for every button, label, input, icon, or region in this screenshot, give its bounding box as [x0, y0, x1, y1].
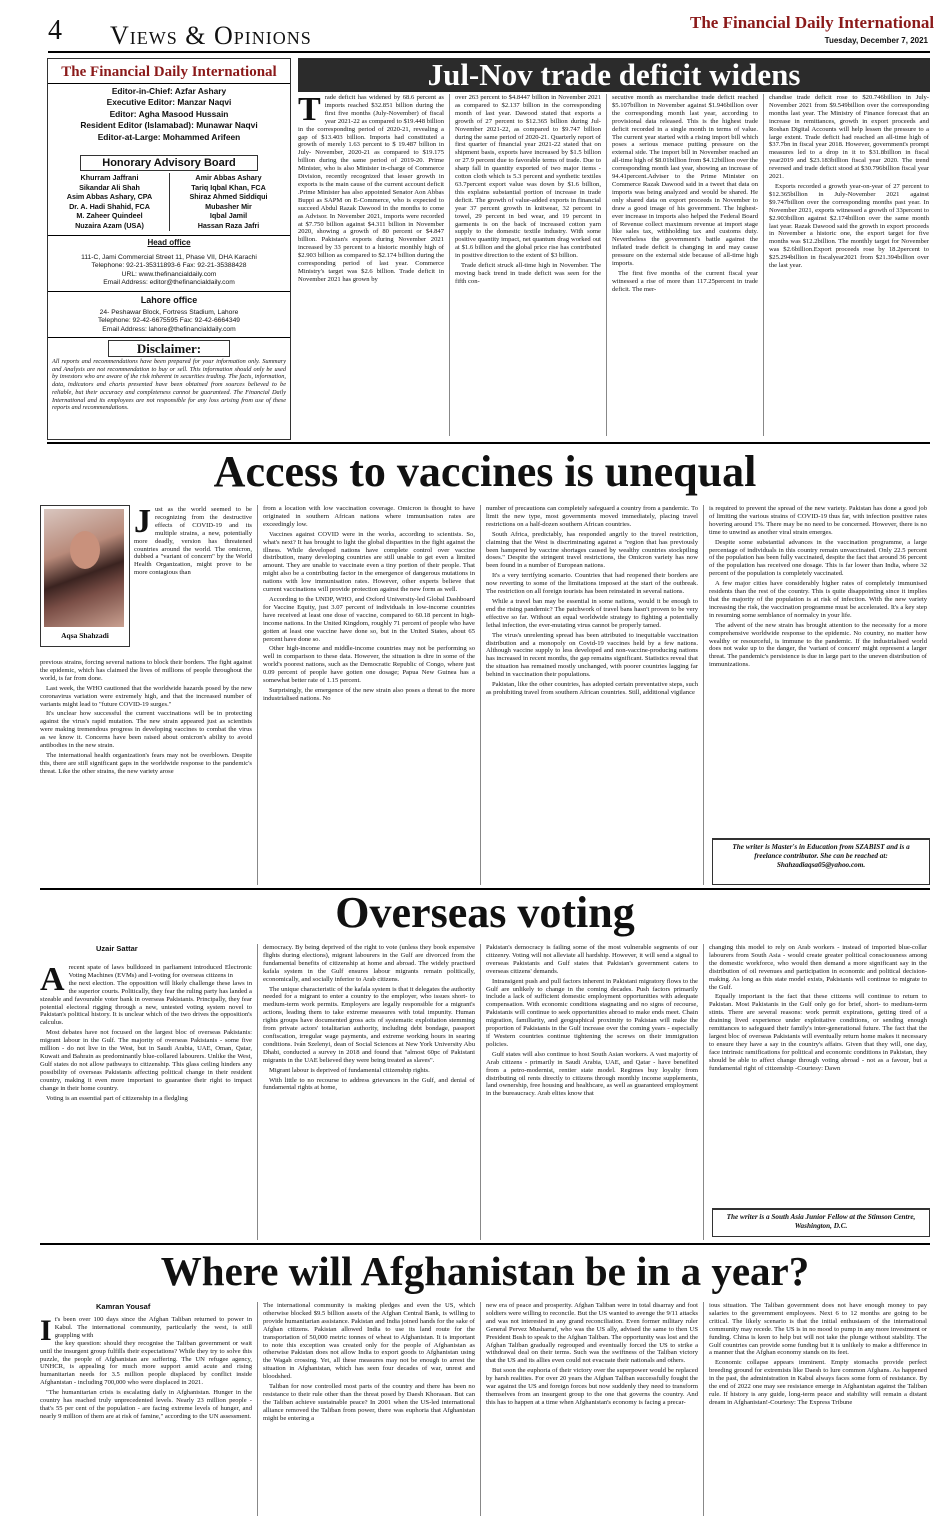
- address-line: 24- Peshawar Block, Fortress Stadium, Lahore: [99, 309, 239, 316]
- article3-column-1: [40, 964, 252, 1240]
- article1-col2-p1: over 263 percent to $4.8447 billion in November 2021 as compared to $2.137 billion in the corresponding month of last year. Dawood stated that exports a growth of 27 percent to $12.365 billion during Jul-November 2021-22, as compared to $9.747 billion during the same period of 2020-21. Quarterly report of first quarter of financial year 2021-22 stated that on shipment basis, exports have increased by $1.5 billion or 27.9 percent due to favorable terms of trade. Due to sharp fall in quantity exported of two major items - cotton cloth which is 5.3 percent and synthetic textiles 63.7percent export value was down by $1.6 billion, this explains substantial portion of increase in trade deficit. The growth of value-added exports in financial year 37 percent growth in knitwear, 32 percent in towel, 29 percent in bed wear, and 19 percent in garments is on the back of increased cotton yarn supply to the domestic textile industry. With some positive quantity impact, net quantum drag worked out at $1.6 billion and the global price rise has contributed in positive direction to the extent of $3 billion.: [455, 94, 601, 260]
- article3-col3-p2: Intransigent push and pull factors inherent in Pakistani migratory flows to the Gulf are unlikely to change in the coming decades. Push factors primarily include a lack of sufficient domestic employment opportunities with adequate compensation. With economic conditions stagnating and no signs of recourse, Pakistanis will continue to seek opportunities abroad to make ends meet. Chain migration, familiarity, and geographical proximity to Pakistan will make the proportion of Pakistanis in the Gulf increase over the coming years - especially if Western countries continue tightening the screws on their immigration policies.: [486, 977, 698, 1048]
- article2-col2-p4: Other high-income and middle-income countries may not be performing so well in comparison to these data. However, the situation is dire in some of the world's poorest nations, such as the Democratic Republic of Congo, where just 0.09 percent of people have gotten one dosage; Papua New Guinea has a somewhat better rate of 1.15 percent.: [263, 645, 475, 685]
- article3-dropcap: A: [40, 964, 65, 998]
- advisor-name: Asim Abbas Ashary, CPA: [66, 192, 153, 202]
- article4-col2-p2: Taliban for now controlled most parts of the country and there has been no resistance to their rule other than the threat posed by Daesh Khorasan. But can the Taliban achieve sustainable peace? In 2001 when the US-led international alliance removed the Taliban from power, there was euphoria that Afghanistan might be entering a: [263, 1383, 475, 1422]
- address-line: Email Address: editor@thefinancialdaily.com: [103, 279, 235, 287]
- advisor-name: Mubasher Mir: [205, 201, 252, 211]
- article2-col1-p4: The international health organization's fears may not be overblown. Despite this, there are still significant gaps in the worldwide response to the pandemic's threat. Like the other strains, the new variety arose: [40, 751, 252, 775]
- article1-column-1: [298, 94, 444, 436]
- article3-author-bio: The writer is a South Asia Junior Fellow at the Stimson Centre, Washington, D.C.: [712, 1208, 930, 1237]
- article2-col3-p6: Pakistan, like the other countries, has adopted certain preventative steps, such as prohibiting travel from southern African countries. Still, additional vigilance: [486, 681, 698, 696]
- section-rule: [40, 1243, 930, 1245]
- article3-byline: Uzair Sattar: [96, 944, 138, 953]
- article4-col4-p1: ious situation. The Taliban government does not have enough money to pay salaries to the government employees. Next 6 to 12 months are going to be critical. The likely scenario is that the initial enthusiasm of the international community may recede. The US is in no mood to pump in any more investment or funding. China is keen to help but will not take the plunge without stability. The Gulf countries can provide some funding but it is unlikely to make a difference in a manner that the Afghan economy stands on its feet.: [709, 1302, 927, 1357]
- divider: [48, 83, 290, 84]
- address-line: Telephone: 92-42-6675595 Fax: 92-42-6664349: [97, 317, 241, 325]
- staff-line: Editor-in-Chief: Azfar Ashary: [111, 86, 227, 96]
- article1-col4-p1: chandise trade deficit rose to $20.746billion in July-November 2021 from $9.549billion over the corresponding months last year. The Ministry of Finance forecast that an increase in remittances, growth in export proceeds and Roshan Digital Accounts will help lessen the pressure to a large extent. Trade deficit had reached an all-time high of $37.7bn in fiscal year 2018. However, government's prompt measures led to a drop in it to $31.8billion in fiscal year2019 and $23.183billion fiscal year 2020. The trend reversed and trade deficit stood at $30.796billion fiscal year 2021.: [769, 94, 929, 181]
- column-rule: [703, 944, 704, 1240]
- lahore-office-title: Lahore office: [140, 295, 198, 305]
- article2-column-3: [486, 505, 698, 885]
- article4-col3-p1: new era of peace and prosperity. Afghan Taliban were in total disarray and foot soldiers were willing to reconcile. But the US wanted to avenge the 9/11 attacks and was not interested in any grand reconciliation. Even former military ruler General Pervez Musharraf, who was the US ally, advised the same to then US President Bush to speak to the Afghan Taliban. The opportunity was lost and the Afghan Taliban gradually regrouped and eventually forced the US to strike a withdrawal deal on their terms. Such was the swiftness of the Taliban victory that the US and its allies even could not evacuate their nationals and others.: [486, 1302, 698, 1365]
- disclaimer-text: All reports and recommendations have been prepared for your information only. Summary and Analysis are not recommendation to buy or sell. This information should only be used by investors who are aware of the risk inherent in securities trading. The facts, information, data, indicators and charts presented have been obtained from sources believed to be reliable, but their accuracy and completeness cannot be guaranteed. The Financial Daily International and its employees are not responsible for any loss arising from use of these reports and recommendations.: [52, 358, 286, 412]
- article3-col2-p1: democracy. By being deprived of the right to vote (unless they book expensive flights during elections), migrant labourers in the Gulf are divorced from the fundamental benefits of citizenship at home and abroad. The widely practised kafala system in the Gulf ensures labour migrants remain politically, economically, and socially inferior to Arab citizens.: [263, 944, 475, 983]
- column-rule: [703, 1302, 704, 1516]
- article2-col1-top-text: ust as the world seemed to be recognizing from the destructive effects of COVID-19 and its multiple strains, a new, potentially more deadly, version has threatened countries around the world. The omicron, dubbed a "variant of concern" by the World Health Organization, might prove to be more contagious than: [134, 506, 252, 577]
- article2-col3-p2: South Africa, predictably, has responded angrily to the travel restriction, claiming that the West is discriminating against a "region that has previously been hampered by vaccine shortages caused by wealthy countries stockpiling doses." Despite the stringent travel restrictions, the Omicron variety has now been found in a number of European nations.: [486, 530, 698, 570]
- article3-col1-top-text: recent spate of laws bulldozed in parliament introduced Electronic Voting Machines (EVMs) and I-voting for overseas citizens in: [68, 964, 252, 979]
- advisor-name: Nuzaira Azam (USA): [75, 220, 144, 230]
- article3-col2-p3: Migrant labour is deprived of fundamental citizenship rights.: [269, 1066, 430, 1074]
- section-title: Views & Opinions: [110, 21, 312, 50]
- article3-col2-p2: The unique characteristic of the kafala system is that it delegates the authority needed for a migrant to enter a country to the employer, who issues short- to medium-term work permits. Employers are legally responsible for a migrant's actions, leading them to take extreme measures with total impunity. Human rights groups have documented gross acts of systematic exploitation stemming from private actors' totalitarian authority, including debt bondage, passport confiscation, irregular wage payments, and extreme working hours in searing conditions. Iván Szelenyi, dean of Social Sciences at New York University Abu Dhabi, conducted a survey in 2018 and found that "almost 60pc of Pakistani migrants in the UAE believed they were being treated as slaves".: [263, 985, 475, 1064]
- article1-col3-p2: The first five months of the current fiscal year witnessed a rise of more than 117.25percent in trade deficit. The mer-: [612, 269, 758, 293]
- advisor-name: Amir Abbas Ashary: [195, 173, 262, 182]
- address-line: 111-C, Jami Commercial Street 11, Phase VII, DHA Karachi: [81, 254, 257, 261]
- head-office-title: Head office: [147, 238, 191, 247]
- article1-col3-p1: secutive month as merchandise trade deficit reached $5.107billion in November against $1.946billion over the corresponding month last year, according to provisional data released. This is the highest trade deficit recorded in a single month in terms of value. The current year started with a rising import bill which poses a serious menace putting pressure on the external side. The import bill in November reached an all-time high of $8.01billion from $4.12billion over the corresponding month last year, showing an increase of 94.41percent.Adviser to the Prime Minister on Commerce Razak Dawood said in a tweet that data on imports was being analyzed and would be shared. He only shared data on export proceeds in November to draw a good image of his government. The highest-ever increase in imports also helped the Federal Board of Revenue collect maximum revenue at import stage like sales tax, withholding tax and customs duty. Nevertheless the government's battle against the inflated trade deficit is changing in and may cause pressure on the external side because of all-time high imports.: [612, 94, 758, 268]
- disclaimer-title: Disclaimer:: [108, 340, 230, 357]
- article4-col4-p2: Economic collapse appears imminent. Empty stomachs provide perfect breeding ground for extremists like Daesh to lure common Afghans. As happened in the past, the administration in Kabul always faces some form of resistance. By the end of 2022 one may see resistance emerge in Afghanistan against the Taliban rule. If history is any guide, long-term peace and stability will remain a distant dream in Afghanistan!-Courtesy: The Express Tribune: [709, 1359, 927, 1406]
- author-photo-frame: [40, 505, 130, 647]
- article2-col3-p1: number of precautions can completely safeguard a country from a pandemic. To limit the new type, most governments moved immediately, placing travel restrictions on a half-dozen southern African countries.: [486, 505, 698, 528]
- masthead-paper-name: The Financial Daily International: [690, 13, 935, 32]
- article1-col1-text: rade deficit has widened by 68.6 percent as imports reached $32.851 billion during the first five months (July-November) of fiscal year 2021-22 as compared to $19.448 billion in the corresponding period of 2020-21, revealing a gap of $13.403 billion. Imports had constituted a growth of merely 1.63 percent to $ 19.487 billion in July- November, 2020-21 as compared to $19.175 billion during the same period of 2019-20. Prime Minister, who is also Minister in-charge of Commerce Division, recently recognized that lesser growth in exports is the main cause of the current account deficit .Prime Minister has also appointed Senator Aon Abbas Buppi as SAPM on E-Commerce, who is expected to succeed Abdul Razak Dawood in the months to come as Advisor. In November 2021, imports were recorded at $7.750 billion against $4.311 billion in November 2020, showing a growth of 80 percent or $4.847 billion. Pakistan's exports during November 2021 increased by 33 percent to a historic monthly high of $2.903 billion as compared to $2.174 billion during the corresponding period of last year. Commerce Ministry's target was $2.6 billion. Trade deficit in November 2021 has grown by: [298, 94, 444, 283]
- lahore-office-address: [48, 309, 290, 334]
- article2-column-1: [40, 659, 252, 885]
- article4-col3-p2: But soon the euphoria of their victory over the superpower would be replaced by harsh realities. For over 20 years the Afghan Taliban successfully fought the war against the US and foreign forces but now suddenly they need to transform themselves from an insurgent group to the one that governs the country. And this has to happen at a time when Afghanistan's economy is facing a precar-: [486, 1367, 698, 1406]
- article3-col1-p1: the next election. The opposition will likely challenge these laws in the superior courts. Politically, they fear the ruling party has landed a sizeable and favourable voter bank in overseas Pakistanis. Principally, they fear potential electoral rigging through a new, untested voting system novel to Pakistan's political history. It is unclear which of the two drives the opposition's calculus.: [40, 979, 252, 1027]
- article3-col4-p2: Equally important is the fact that these citizens will continue to return to Pakistan. Most Pakistanis in the Gulf only go for brief, short- to medium-term stints. There are several reasons: work permit expirations, getting tired of a draining lived experience under exploitative conditions, or sending enough remittances to safeguard their family's inter-generational future. The fact that the largest bloc of overseas Pakistanis will eventually return home makes it necessary to ensure they have a say in the country's affairs. Given that they will, one day, face intrinsic ramifications for political and economic conditions in Pakistan, they should be able to affect change through voting abroad - not as a favour, but a fundamental right of citizenship -Courtesy: Dawn: [709, 993, 927, 1072]
- article4-col1-top: [40, 1316, 252, 1347]
- article3-col3-p1: Pakistan's democracy is failing some of the most vulnerable segments of our citizenry. Voting will not alleviate all hardship. However, it will send a signal to overseas Pakistanis and Gulf states that Pakistan's government caters to overseas citizens' demands.: [486, 944, 698, 975]
- staff-paper-name: The Financial Daily International: [61, 64, 277, 80]
- article1-headline: Jul-Nov trade deficit widens: [298, 58, 930, 92]
- article3-col1-top: [40, 964, 252, 998]
- article2-col1-p3: It's unclear how successful the current vaccinations will be in protecting against the virus's rapid mutation. The new strain appeared just as scientists were making tremendous progress in developing vaccines to combat the virus as we know it. Concerns have been raised about omicron's ability to avoid antibodies in the new strain.: [40, 710, 252, 750]
- author-photo-caption: Aqsa Shahzadi: [61, 631, 109, 640]
- advisor-name: M. Zaheer Quindeel: [76, 211, 143, 221]
- address-line: URL: www.thefinancialdaily.com: [121, 270, 217, 278]
- divider: [48, 291, 290, 292]
- advisor-name: Dr. A. Hadi Shahid, FCA: [69, 201, 150, 211]
- article4-byline: Kamran Yousaf: [96, 1302, 151, 1311]
- divider: [48, 337, 290, 338]
- article3-column-2: [263, 944, 475, 1240]
- advisor-name: Iqbal Jamil: [209, 211, 248, 221]
- article3-col3-p3: Gulf states will also continue to host South Asian workers. A vast majority of Arab citizens - primarily in Saudi Arabia, UAE, and Qatar - have benefited from a petro-modernist, rentier state model. Regimes buy loyalty from distributing oil rents directly to citizens through monthly income supplements, land ownership, free housing and healthcare, as well as guaranteed employment in the bureaucracy. Arab elites know that: [486, 1050, 698, 1098]
- article1-col2-p2: Trade deficit struck all-time high in November. The moving back trend in trade deficit was seen for the fifth con-: [455, 262, 601, 285]
- masthead-rule: [48, 51, 930, 53]
- advisory-title: Honorary Advisory Board: [80, 155, 258, 171]
- advisory-left: [52, 173, 167, 231]
- address-line: Email Address: lahore@thefinancialdaily.com: [102, 325, 236, 333]
- masthead-date: Tuesday, December 7, 2021: [824, 36, 928, 45]
- article2-col4-p3: A few major cities have considerably higher rates of completely immunised residents than the rest of the country. This is quite disappointing since it implies that the majority of the population is at risk of infection. With the new variety increasing the risk, the vaccination programme must be accelerated. It's a key step in resuming some semblance of normalcy in your life.: [709, 580, 927, 619]
- column-rule: [763, 94, 764, 436]
- staff-line: Editor: Agha Masood Hussain: [109, 108, 229, 119]
- advisory-right: [171, 173, 286, 231]
- article3-col1-p3: Voting is an essential part of citizenship in a fledgling: [46, 1094, 188, 1102]
- author-photo: [44, 509, 124, 627]
- column-rule: [480, 505, 481, 885]
- article1-column-2: [455, 94, 601, 436]
- article4-column-3: [486, 1302, 698, 1516]
- article2-col3-p4: While a travel ban may be essential in some nations, would it be enough to end the rising pandemic? The patchwork of travel bans hasn't proven to be very effective so far. Without an equal worldwide strategy to fighting a potentially lethal infection, the ever-mutating virus cannot be properly tamed.: [486, 597, 698, 629]
- column-rule: [257, 1302, 258, 1516]
- head-office-address: [48, 254, 290, 288]
- staff-list: [48, 86, 290, 143]
- article2-column-4: [709, 505, 927, 835]
- column-rule: [449, 94, 450, 436]
- article2-col2-p3: According to the UNDP, WHO, and Oxford University-led Global Dashboard for Vaccine Equity, just 3.07 percent of individuals in low-income countries have received at least one dose of vaccine, compared to 60.18 percent in high-income nations. In the United Kingdom, roughly 71 percent of people who have gotten at least one vaccine have done so, but in the United States, about 65 percent have done so.: [263, 595, 475, 643]
- advisor-name: Khurram Jaffrani: [80, 173, 139, 182]
- article2-col4-p4: The advent of the new strain has brought attention to the necessity for a more comprehensive worldwide response to the epidemic. No country, no matter how wealthy or resourceful, is immune to the pandemic. If the industrialised world does not wake up to the danger, the 'variant of concern' might represent a larger threat. The pandemic's persistence is due in large part to the uneven distribution of immunizations.: [709, 621, 927, 669]
- article3-column-4: [709, 944, 927, 1200]
- staff-line: Executive Editor: Manzar Naqvi: [106, 97, 232, 108]
- article4-dropcap: I: [40, 1316, 52, 1347]
- article1-col4-p2: Exports recorded a growth year-on-year of 27 percent to $12.365billion in July-November 2021 against $9.747billion over the corresponding months past year. In November 2021, exports witnessed a growth of 33percent to $2.903billion against $2.174billion over the same month last year. Razak Dawood said the growth in export proceeds in November a historic one, the export target for five months was $12.2billion. The monthly target for November was $2.6billion.Export proceeds rose by 18.2percent to $25.294billion in fiscalyear2021 from $21.394billion over the last year.: [769, 182, 929, 270]
- article1-column-3: [612, 94, 758, 436]
- article4-col1-p1: the key question: should they recognise the Taliban government or wait until the insurgent group fulfills their expectations? While they try to solve this puzzle, the people of Afghanistan are suffering. The UN refugee agency, UNHCR, is appealing for much more support amid acute and rising humanitarian needs for 3.5 million people displaced by conflict inside Afghanistan - including 700,000 who were displaced in 2021.: [40, 1339, 252, 1387]
- page-number: 4: [48, 15, 62, 46]
- article2-headline: Access to vaccines is unequal: [213, 447, 757, 496]
- article3-col1-p2: Most debates have not focused on the largest bloc of overseas Pakistanis: migrant labour in the Gulf. The majority of overseas Pakistanis - some five million - do not live in the West, but in Saudi Arabia, UAE, Oman, Qatar, Kuwait and Bahrain as predominantly blue-collared labourers. Unlike the West, Gulf states do not allow pathways to citizenship. This glass ceiling hinders any possibility of overseas Pakistanis affecting political change in their resident country, making it even more important to guarantee their right to impact change in their home country.: [40, 1029, 252, 1092]
- advisor-name: Shiraz Ahmed Siddiqui: [189, 192, 268, 202]
- article4-column-4: [709, 1302, 927, 1516]
- article4-col1-top-text: t's been over 100 days since the Afghan Taliban returned to power in Kabul. The international community, particularly the west, is still grappling with: [54, 1316, 252, 1339]
- article4-col2-p1: The international community is making pledges and even the US, which otherwise blocked $9.5 billion assets of the Afghan Central Bank, is willing to provide humanitarian assistance. Pakistan and India joined hands for the sake of Afghan citizens. Pakistan allowed India to use its land route for the transportation of 50,000 metric tonnes of wheat to Afghanistan. It is important to note this exception was created only for the people of Afghanistan as otherwise Pakistan does not allow India to export goods to Afghanistan using the Wagah crossing. Yet, all these measures may not be enough to arrest the situation in Afghanistan, which has seen four decades of war, unrest and bloodshed.: [263, 1302, 475, 1381]
- article4-col1-p2: "The humanitarian crisis is escalating daily in Afghanistan. Hunger in the country has reached truly unprecedented levels. Nearly 23 million people - that's 55 per cent of the population - are facing extreme levels of hunger, and nearly 9 million of them are at risk of famine," according to the UN assessment.: [40, 1389, 252, 1420]
- article2-col3-p5: The virus's unrelenting spread has been attributed to inequitable vaccination distribution and a monopoly on Covid-19 vaccines held by a few nations. Although vaccine supply to less developed and non-vaccine-producing nations has increased in recent months, the gap remains significant. Statistics reveal that the situation has remained mostly unchanged, with poorer countries lagging far behind in vaccination their populations.: [486, 631, 698, 679]
- article2-col3-p3: It's a very terrifying scenario. Countries that had reopened their borders are now reverting to some of the limitations imposed at the start of the outbreak. The restriction on all foreign tourists has been reinstated in several nations.: [486, 572, 698, 596]
- column-rule: [257, 944, 258, 1240]
- article3-col2-p4: With little to no recourse to address grievances in the Gulf, and denial of fundamental rights at home,: [263, 1076, 475, 1092]
- article2-col4-p2: Despite some substantial advances in the vaccination programme, a large percentage of individuals in this country remain unvaccinated. Only 22.5 percent of the population has been fully vaccinated, despite the fact that around 36 percent of the population has received one dosage. This is far lower than India, where 32 percent of the population is completely vaccinated.: [709, 538, 927, 578]
- advisor-name: Sikandar Ali Shah: [79, 182, 140, 192]
- article3-col4-p1: changing this model to rely on Arab workers - instead of imported blue-collar labourers from South Asia - would create greater political consciousness among the domestic workforce, who would then demand a more significant say in the distribution of oil revenues and participation in economic and political decision-making. As long as this state model exists, Pakistanis will continue to migrate to the Gulf.: [709, 944, 927, 991]
- advisor-name: Hassan Raza Jafri: [197, 220, 260, 230]
- column-rule: [606, 94, 607, 436]
- article2-dropcap: J: [134, 506, 151, 540]
- column-rule: [480, 944, 481, 1240]
- article4-column-1: [40, 1316, 252, 1516]
- column-rule: [257, 505, 258, 885]
- article2-column-2: [263, 505, 475, 885]
- article1-column-4: [769, 94, 929, 436]
- section-rule: [47, 442, 930, 444]
- article2-col4-p1: is required to prevent the spread of the new variety. Pakistan has done a good job of limiting the various strains of COVID-19 thus far, with infection positive rates hovering around 1%. There may be no need to be concerned. However, there is no time to unwind as another viral strain emerges.: [709, 505, 927, 536]
- column-rule: [703, 505, 704, 885]
- author-face: [70, 531, 100, 569]
- staff-box: [47, 58, 291, 440]
- article3-column-3: [486, 944, 698, 1240]
- article4-column-2: [263, 1302, 475, 1516]
- article2-col2-p2: Vaccines against COVID were in the works, according to scientists. So, what's next? It has brought to light the global disparities in the fight against the illness. While developed nations have complete control over vaccine distribution, many developing countries are still unable to get even a limited amount. They are unable to vaccinate even a tiny portion of their people. That might also be a contributing factor in the emergence of dangerous mutations in nations with low immunisation rates. However, other experts believe that current vaccinations will provide protection against the new form as well.: [263, 530, 475, 594]
- article2-col2-p1: from a location with low vaccination coverage. Omicron is thought to have originated in southern African nations where immunisation rates are exceedingly low.: [263, 505, 475, 528]
- article2-col1-p1: previous strains, forcing several nations to block their borders. The fight against the epidemic, which has claimed the lives of millions of people throughout the world, is far from done.: [40, 659, 252, 682]
- article2-col1-p2: Last week, the WHO cautioned that the worldwide hazards posed by the new coronavirus variation were extremely high, and that the increased number of variants might lead to "future COVID-19 surges.": [40, 684, 252, 708]
- divider: [48, 235, 290, 236]
- column-rule: [480, 1302, 481, 1516]
- advisor-name: Tariq Iqbal Khan, FCA: [191, 182, 266, 192]
- article3-headline: Overseas voting: [335, 888, 635, 937]
- staff-line: Editor-at-Large: Mohammed Arifeen: [97, 131, 241, 142]
- article2-author-bio: The writer is Master's in Education from SZABIST and is a freelance contributor. She can be reached at: Shahzadiaqsa05@yahoo.com.: [712, 838, 930, 885]
- staff-line: Resident Editor (Islamabad): Munawar Naqvi: [80, 120, 258, 131]
- article2-column-1-top: [134, 506, 252, 658]
- article2-col2-p5: Surprisingly, the emergence of the new strain also poses a threat to the more industrialised nations. No: [263, 686, 475, 702]
- address-line: Telephone: 92-21-35311893-6 Fax: 92-21-35388428: [91, 262, 247, 270]
- article4-headline: Where will Afghanistan be in a year?: [160, 1248, 810, 1294]
- article1-dropcap: T: [298, 94, 321, 128]
- advisory-divider: [169, 173, 170, 231]
